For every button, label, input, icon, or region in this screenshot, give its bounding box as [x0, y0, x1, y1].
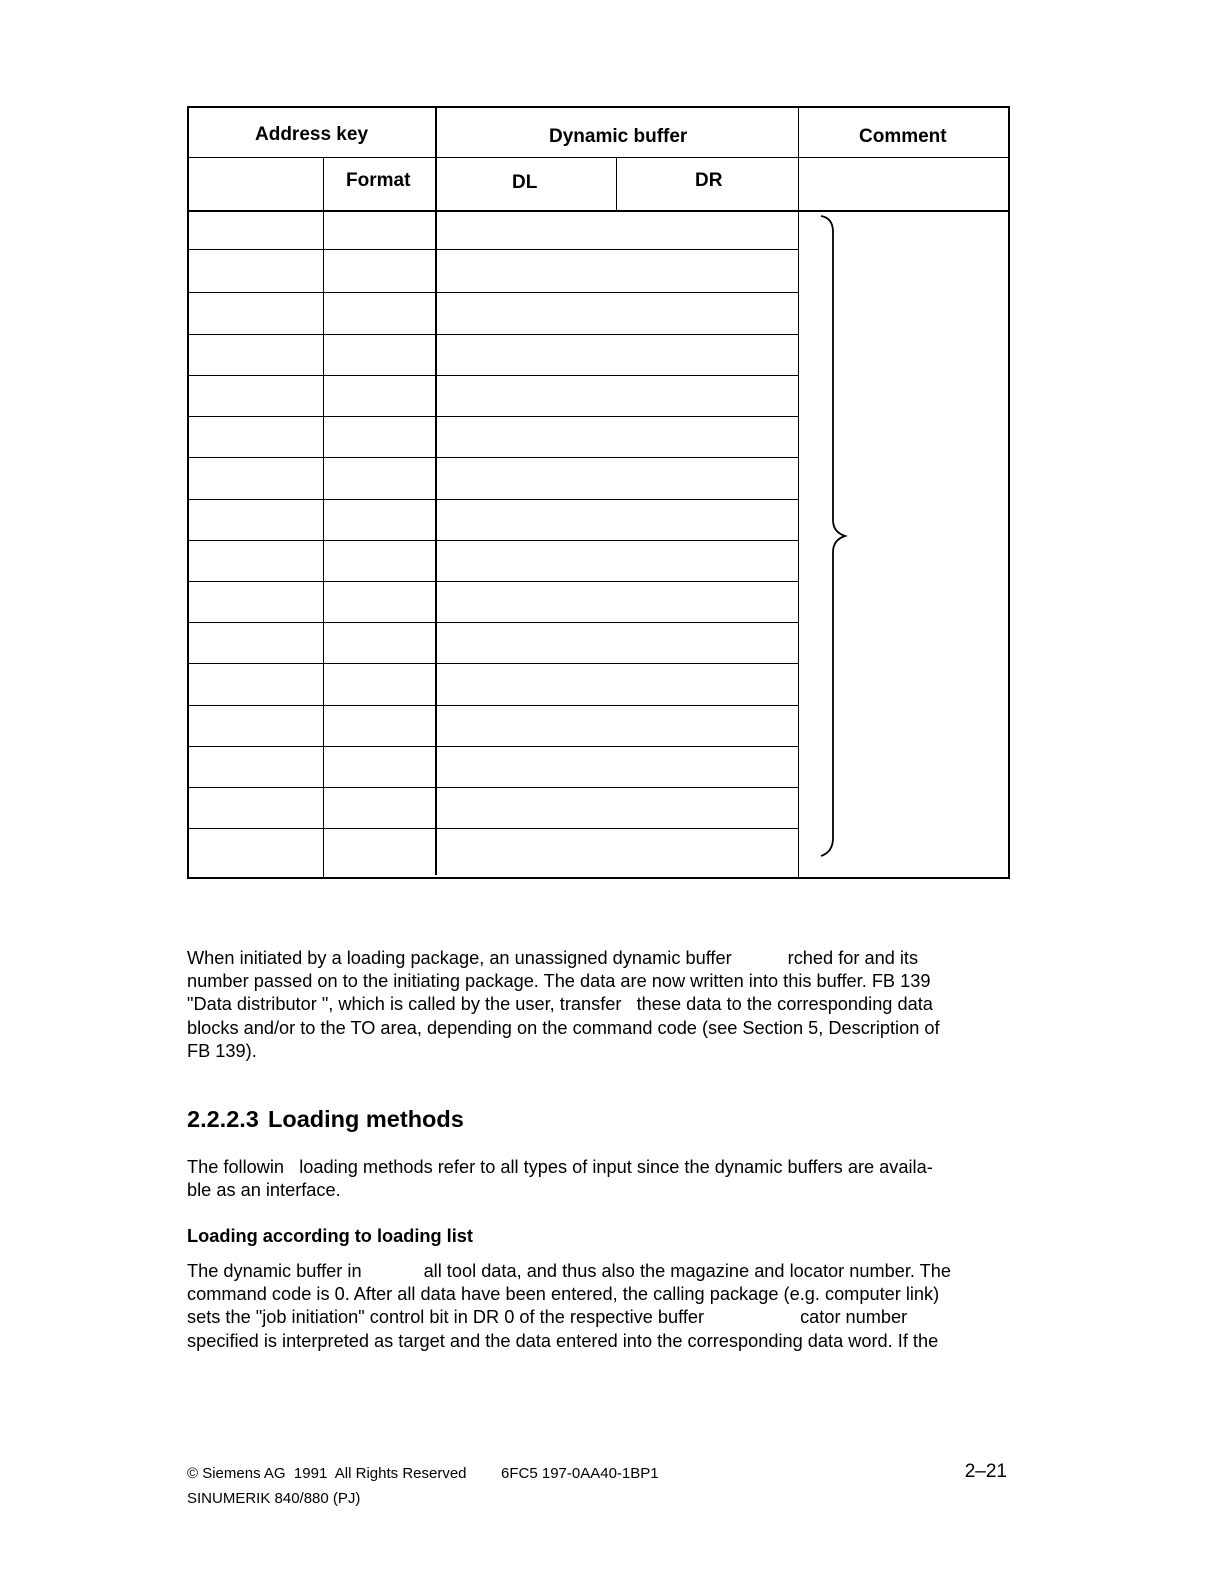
dr-subheader: DR: [695, 170, 723, 191]
footer-order-number: 6FC5 197-0AA40-1BP1: [501, 1465, 659, 1482]
table-row: [187, 249, 799, 250]
table-left-border: [187, 106, 189, 879]
table-top-border: [187, 106, 1010, 108]
table-row: [187, 499, 799, 500]
paragraph-loading-methods: [187, 1156, 1017, 1202]
dynamic-buffer-table: [187, 106, 1010, 879]
text-line: [187, 1260, 1017, 1283]
text-line: blocks and/or to the TO area, depending on the command code (see Section 5, Description of: [187, 1017, 940, 1038]
table-row: [187, 622, 799, 623]
section-number: 2.2.2.3: [187, 1106, 259, 1132]
buffer-column-divider: [435, 106, 437, 875]
table-row: [187, 828, 799, 829]
table-row: [187, 581, 799, 582]
paragraph-loading-list: [187, 1260, 1017, 1353]
table-bottom-border: [187, 877, 1010, 879]
comment-column-divider: [798, 106, 799, 879]
section-title: Loading methods: [268, 1106, 464, 1132]
table-row: [187, 663, 799, 664]
text-fragment: all tool data, and thus also the magazine and locator number. The: [423, 1261, 952, 1281]
table-row: [187, 705, 799, 706]
comment-header: Comment: [859, 126, 947, 147]
text-line: The followin loading methods refer to all types of input since the dynamic buffers are availa-: [187, 1157, 933, 1177]
text-fragment: The dynamic buffer in: [187, 1261, 362, 1281]
footer-copyright: © Siemens AG 1991 All Rights Reserved: [187, 1465, 467, 1482]
table-row: [187, 334, 799, 335]
section-heading: [187, 1106, 464, 1133]
table-right-border: [1008, 106, 1010, 879]
table-row: [187, 292, 799, 293]
row-group-brace-icon: [815, 214, 855, 860]
dl-dr-divider: [616, 157, 617, 211]
text-line: "Data distributor ", which is called by the user, transfer these data to the corresponding data: [187, 994, 933, 1015]
text-line: [187, 1306, 1017, 1329]
table-row: [187, 375, 799, 376]
page-number: 2–21: [964, 1461, 1007, 1482]
text-line: number passed on to the initiating package. The data are now written into this buffer. FB 139: [187, 971, 931, 992]
address-key-header: Address key: [255, 124, 369, 145]
dynamic-buffer-header: Dynamic buffer: [549, 126, 688, 147]
table-row: [187, 457, 799, 458]
format-subheader: Format: [346, 170, 411, 191]
header-divider: [187, 157, 1010, 158]
text-fragment: rched for and its: [787, 948, 919, 968]
dl-subheader: DL: [512, 172, 538, 193]
table-row: [187, 787, 799, 788]
text-line: ble as an interface.: [187, 1180, 341, 1201]
table-row: [187, 746, 799, 747]
text-line: [187, 947, 1017, 970]
format-column-divider: [323, 157, 324, 879]
footer-product: SINUMERIK 840/880 (PJ): [187, 1490, 361, 1507]
paragraph-dynamic-buffer-description: [187, 947, 1017, 1063]
text-line: specified is interpreted as target and the data entered into the corresponding data word. If the: [187, 1330, 939, 1351]
header-bottom-border: [187, 210, 1010, 212]
text-line: FB 139).: [187, 1040, 257, 1061]
table-row: [187, 540, 799, 541]
subsection-heading: Loading according to loading list: [187, 1226, 473, 1246]
text-line: command code is 0. After all data have been entered, the calling package (e.g. computer link): [187, 1284, 940, 1305]
text-fragment: sets the "job initiation" control bit in DR 0 of the respective buffer: [187, 1307, 705, 1328]
text-fragment: When initiated by a loading package, an unassigned dynamic buffer: [187, 948, 732, 968]
text-fragment: cator number: [800, 1307, 908, 1328]
table-row: [187, 416, 799, 417]
